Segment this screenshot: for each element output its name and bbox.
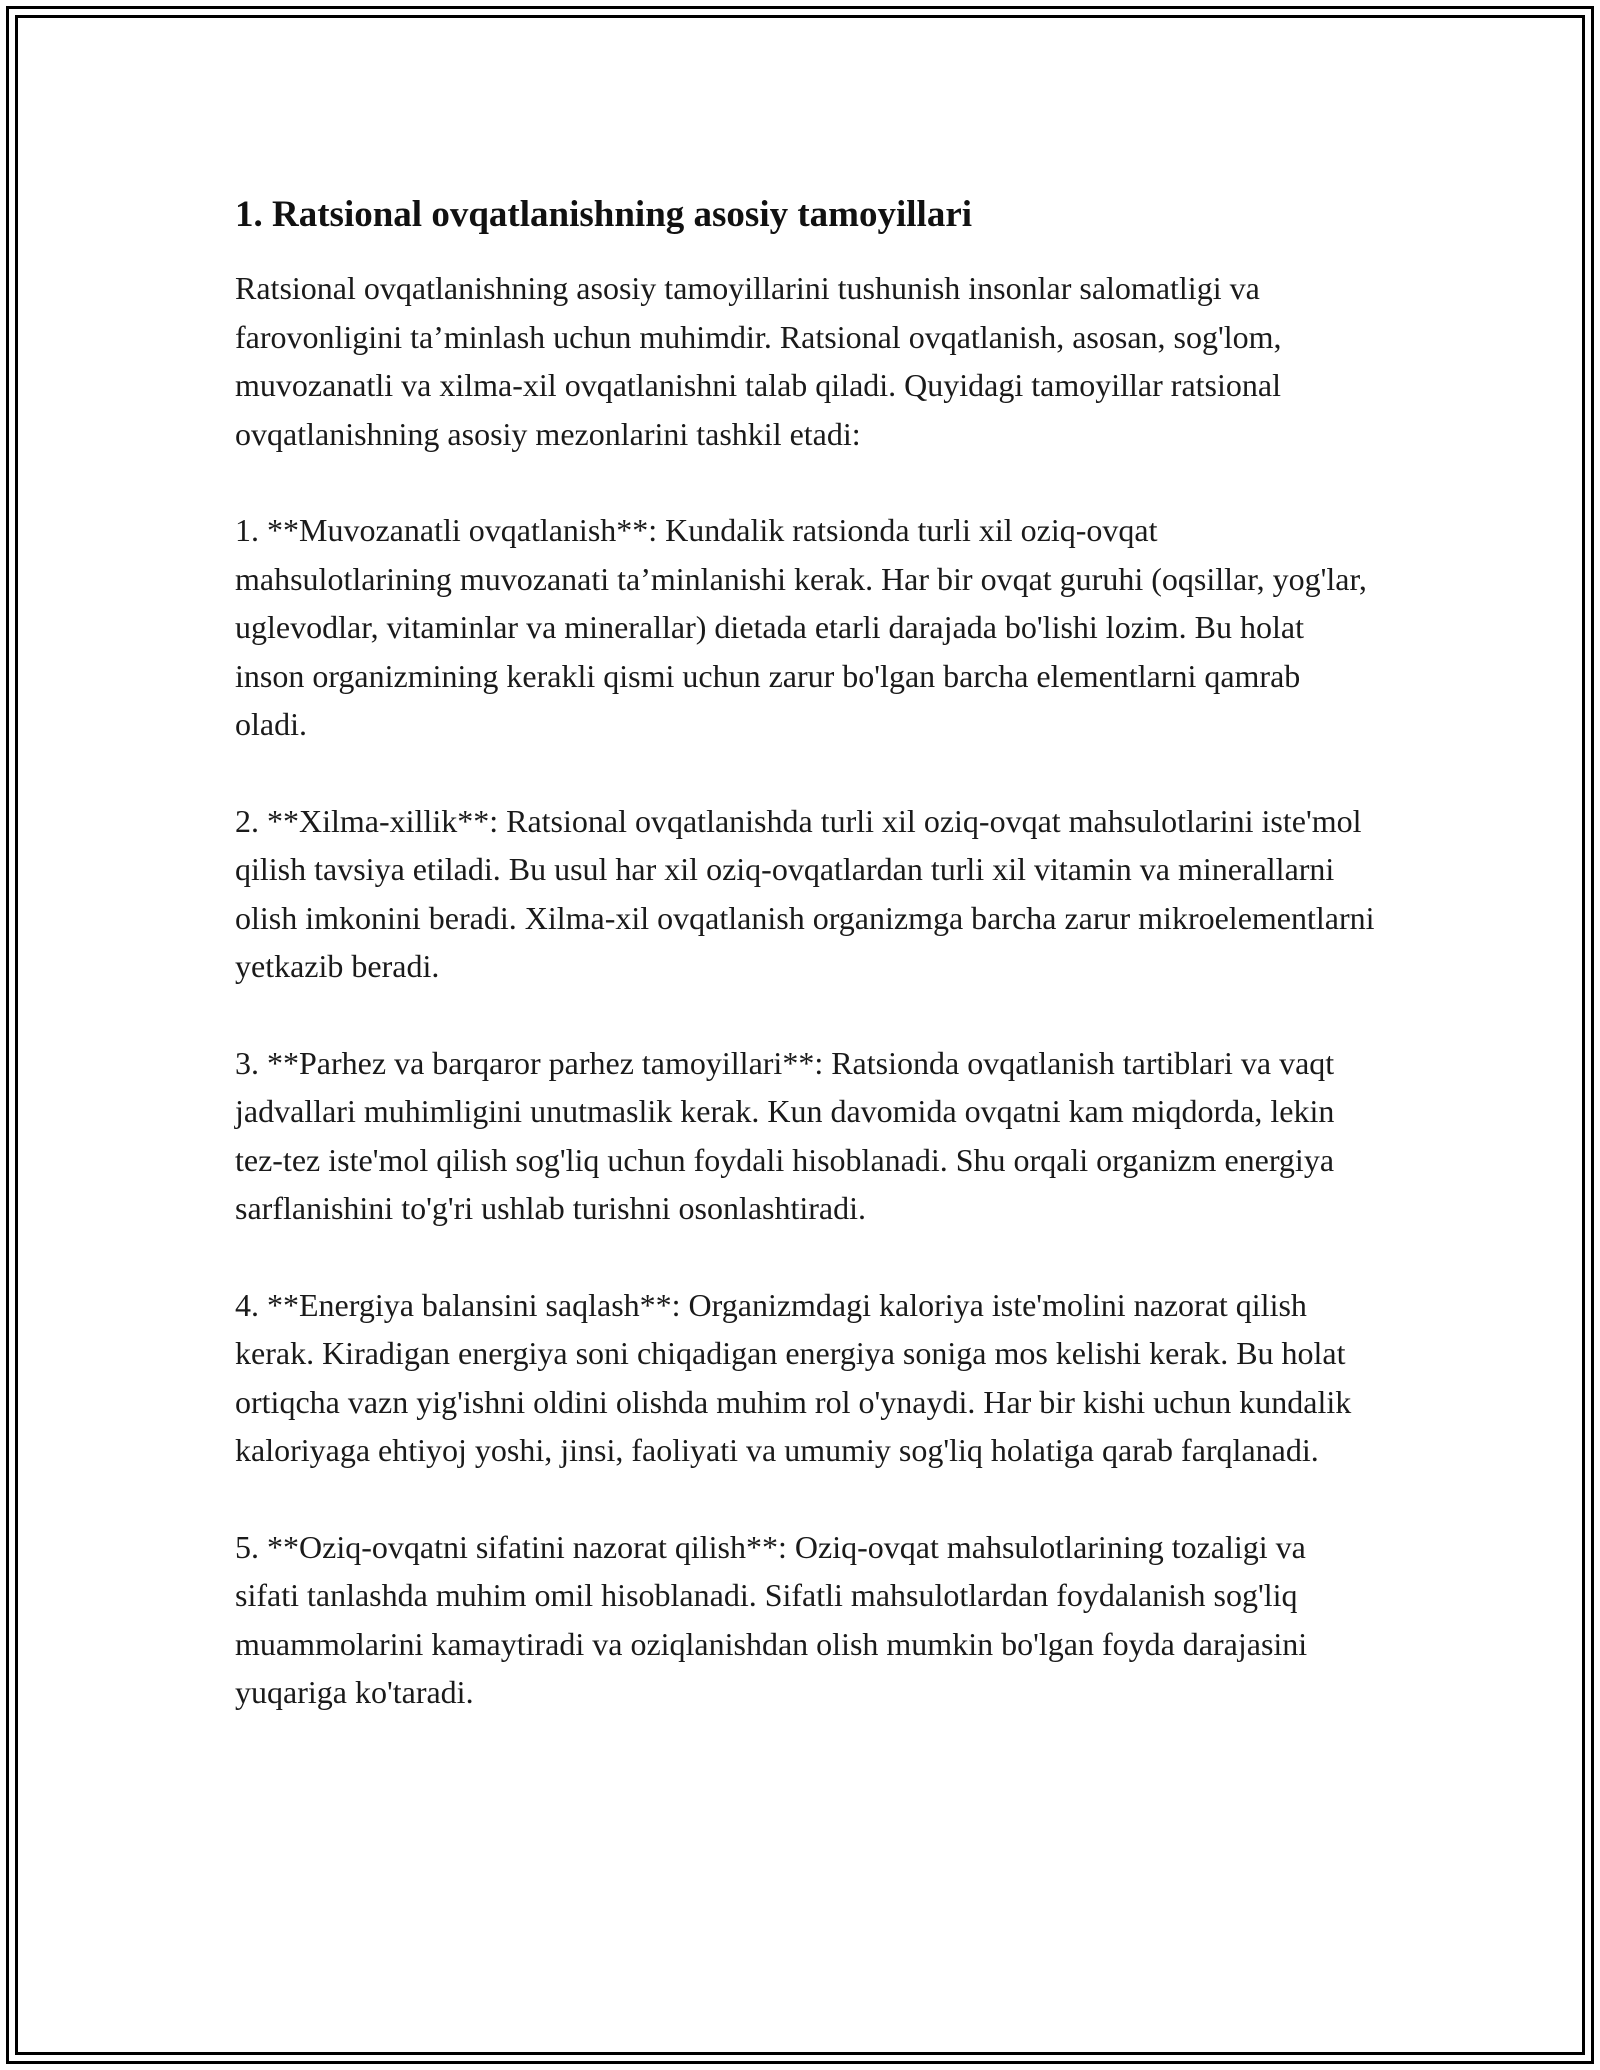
principle-paragraph-1: 1. **Muvozanatli ovqatlanish**: Kundalik ratsionda turli xil oziq-ovqat mahsulotlarining muvozanati ta’minlanishi kerak. Har bir ovqat guruhi (oqsillar, yog'lar, uglevodlar, vitaminlar va minerallar) dietada etarli darajada bo'lishi lozim. Bu holat inson organizmining kerakli qismi uchun zarur bo'lgan barcha elementlarni qamrab oladi. bbox=[235, 512, 1367, 742]
principle-paragraph-2: 2. **Xilma-xillik**: Ratsional ovqatlanishda turli xil oziq-ovqat mahsulotlarini iste'mol qilish tavsiya etiladi. Bu usul har xil oziq-ovqatlardan turli xil vitamin va minerallarni olish imkonini beradi. Xilma-xil ovqatlanish organizmga barcha zarur mikroelementlarni yetkazib beradi. bbox=[235, 802, 1375, 984]
principle-paragraph-3: 3. **Parhez va barqaror parhez tamoyillari**: Ratsionda ovqatlanish tartiblari va vaqt jadvallari muhimligini unutmaslik kerak. Kun davomida ovqatni kam miqdorda, lekin tez-tez iste'mol qilish sog'liq uchun foydali hisoblanadi. Shu orqali organizm energiya sarflanishini to'g'ri ushlab turishni osonlashtiradi. bbox=[235, 1044, 1335, 1226]
intro-paragraph: Ratsional ovqatlanishning asosiy tamoyillarini tushunish insonlar salomatligi va farovonligini ta’minlash uchun muhimdir. Ratsional ovqatlanish, asosan, sog'lom, muvozanatli va xilma-xil ovqatlanishni talab qiladi. Quyidagi tamoyillar ratsional ovqatlanishning asosiy mezonlarini tashkil etadi: bbox=[235, 270, 1282, 452]
section-heading: 1. Ratsional ovqatlanishning asosiy tamoyillari bbox=[235, 194, 973, 235]
principle-paragraph-4: 4. **Energiya balansini saqlash**: Organizmdagi kaloriya iste'molini nazorat qilish kerak. Kiradigan energiya soni chiqadigan energiya soniga mos kelishi kerak. Bu holat ortiqcha vazn yig'ishni oldini olishda muhim rol o'ynaydi. Har bir kishi uchun kundalik kaloriyaga ehtiyoj yoshi, jinsi, faoliyati va umumiy sog'liq holatiga qarab farqlanadi. bbox=[235, 1286, 1352, 1468]
document-body bbox=[235, 190, 1375, 1717]
principle-paragraph-5: 5. **Oziq-ovqatni sifatini nazorat qilish**: Oziq-ovqat mahsulotlarining tozaligi va sifati tanlashda muhim omil hisoblanadi. Sifatli mahsulotlardan foydalanish sog'liq muammolarini kamaytiradi va oziqlanishdan olish mumkin bo'lgan foyda darajasini yuqariga ko'taradi. bbox=[235, 1528, 1308, 1710]
